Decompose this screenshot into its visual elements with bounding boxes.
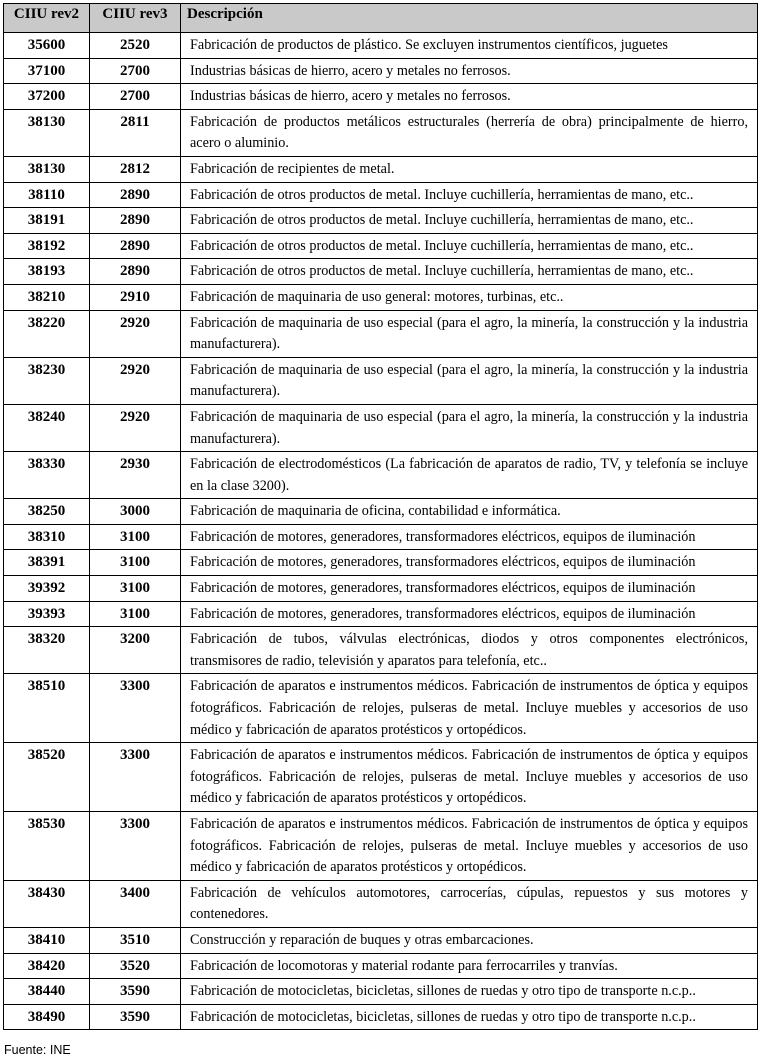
ciiu-rev3-cell: 2920: [90, 357, 181, 404]
description-cell: Fabricación de otros productos de metal. Incluye cuchillería, herramientas de mano, etc..: [181, 208, 758, 234]
table-row: [4, 58, 758, 84]
ciiu-correspondence-table: [3, 3, 758, 1030]
ciiu-rev3-cell: 3590: [90, 1004, 181, 1030]
ciiu-rev3-cell: 2890: [90, 182, 181, 208]
ciiu-rev3-cell: 2930: [90, 452, 181, 499]
ciiu-rev3-cell: 3300: [90, 812, 181, 881]
header-ciiu-rev3: CIIU rev3: [90, 4, 181, 33]
ciiu-rev3-cell: 3510: [90, 927, 181, 953]
ciiu-rev3-cell: 3000: [90, 499, 181, 525]
ciiu-rev3-cell: 3100: [90, 601, 181, 627]
ciiu-rev2-cell: 38490: [4, 1004, 90, 1030]
ciiu-rev2-cell: 38430: [4, 880, 90, 927]
table-row: [4, 233, 758, 259]
ciiu-rev2-cell: 38130: [4, 156, 90, 182]
ciiu-rev3-cell: 3300: [90, 743, 181, 812]
ciiu-rev2-cell: 38420: [4, 953, 90, 979]
table-row: [4, 499, 758, 525]
description-cell: Fabricación de productos de plástico. Se excluyen instrumentos científicos, juguetes: [181, 33, 758, 59]
ciiu-rev2-cell: 38410: [4, 927, 90, 953]
table-row: [4, 84, 758, 110]
table-row: [4, 109, 758, 156]
ciiu-rev3-cell: 3520: [90, 953, 181, 979]
ciiu-rev3-cell: 3100: [90, 550, 181, 576]
description-cell: Fabricación de otros productos de metal. Incluye cuchillería, herramientas de mano, etc..: [181, 233, 758, 259]
description-cell: Fabricación de aparatos e instrumentos médicos. Fabricación de instrumentos de óptica y equipos fotográficos. Fabricación de relojes, pulseras de metal. Incluye muebles y accesorios de uso médico y fabricación de aparatos protésticos y ortopédicos.: [181, 743, 758, 812]
ciiu-rev3-cell: 2910: [90, 284, 181, 310]
ciiu-rev2-cell: 38250: [4, 499, 90, 525]
ciiu-rev3-cell: 2890: [90, 233, 181, 259]
ciiu-rev2-cell: 38193: [4, 259, 90, 285]
description-cell: Fabricación de recipientes de metal.: [181, 156, 758, 182]
ciiu-rev2-cell: 35600: [4, 33, 90, 59]
table-header: [4, 4, 758, 33]
description-cell: Fabricación de locomotoras y material rodante para ferrocarriles y tranvías.: [181, 953, 758, 979]
source-note: Fuente: INE: [4, 1043, 71, 1057]
ciiu-rev2-cell: 38240: [4, 404, 90, 451]
description-cell: Fabricación de electrodomésticos (La fabricación de aparatos de radio, TV, y telefonía se incluye en la clase 3200).: [181, 452, 758, 499]
table-row: [4, 404, 758, 451]
description-cell: Fabricación de vehículos automotores, carrocerías, cúpulas, repuestos y sus motores y contenedores.: [181, 880, 758, 927]
description-cell: Fabricación de maquinaria de uso especial (para el agro, la minería, la construcción y la industria manufacturera).: [181, 404, 758, 451]
table-row: [4, 979, 758, 1005]
table-row: [4, 156, 758, 182]
ciiu-table-container: [3, 3, 757, 1030]
table-row: [4, 357, 758, 404]
ciiu-rev2-cell: 38230: [4, 357, 90, 404]
ciiu-rev3-cell: 3100: [90, 524, 181, 550]
ciiu-rev3-cell: 2890: [90, 208, 181, 234]
ciiu-rev3-cell: 2811: [90, 109, 181, 156]
ciiu-rev2-cell: 38220: [4, 310, 90, 357]
ciiu-rev3-cell: 3100: [90, 576, 181, 602]
table-row: [4, 880, 758, 927]
ciiu-rev3-cell: 2700: [90, 84, 181, 110]
ciiu-rev3-cell: 3300: [90, 674, 181, 743]
table-row: [4, 576, 758, 602]
ciiu-rev2-cell: 38110: [4, 182, 90, 208]
table-row: [4, 524, 758, 550]
description-cell: Fabricación de maquinaria de uso general: motores, turbinas, etc..: [181, 284, 758, 310]
table-row: [4, 284, 758, 310]
header-ciiu-rev2: CIIU rev2: [4, 4, 90, 33]
description-cell: Industrias básicas de hierro, acero y metales no ferrosos.: [181, 58, 758, 84]
ciiu-rev2-cell: 38130: [4, 109, 90, 156]
ciiu-rev3-cell: 2890: [90, 259, 181, 285]
table-row: [4, 674, 758, 743]
table-row: [4, 927, 758, 953]
description-cell: Fabricación de aparatos e instrumentos médicos. Fabricación de instrumentos de óptica y equipos fotográficos. Fabricación de relojes, pulseras de metal. Incluye muebles y accesorios de uso médico y fabricación de aparatos protésticos y ortopédicos.: [181, 812, 758, 881]
description-cell: Fabricación de motores, generadores, transformadores eléctricos, equipos de iluminación: [181, 550, 758, 576]
ciiu-rev2-cell: 37100: [4, 58, 90, 84]
table-row: [4, 812, 758, 881]
ciiu-rev2-cell: 38191: [4, 208, 90, 234]
ciiu-rev2-cell: 38330: [4, 452, 90, 499]
ciiu-rev3-cell: 2812: [90, 156, 181, 182]
table-row: [4, 310, 758, 357]
description-cell: Construcción y reparación de buques y otras embarcaciones.: [181, 927, 758, 953]
description-cell: Fabricación de motores, generadores, transformadores eléctricos, equipos de iluminación: [181, 576, 758, 602]
ciiu-rev2-cell: 38520: [4, 743, 90, 812]
description-cell: Fabricación de maquinaria de uso especial (para el agro, la minería, la construcción y la industria manufacturera).: [181, 357, 758, 404]
ciiu-rev2-cell: 38310: [4, 524, 90, 550]
description-cell: Fabricación de motocicletas, bicicletas, sillones de ruedas y otro tipo de transporte n.c.p..: [181, 1004, 758, 1030]
table-row: [4, 208, 758, 234]
ciiu-rev3-cell: 2920: [90, 404, 181, 451]
ciiu-rev2-cell: 39393: [4, 601, 90, 627]
ciiu-rev2-cell: 38320: [4, 627, 90, 674]
description-cell: Fabricación de maquinaria de uso especial (para el agro, la minería, la construcción y la industria manufacturera).: [181, 310, 758, 357]
ciiu-rev2-cell: 38440: [4, 979, 90, 1005]
description-cell: Fabricación de tubos, válvulas electrónicas, diodos y otros componentes electrónicos, transmisores de radio, televisión y aparatos para telefonía, etc..: [181, 627, 758, 674]
description-cell: Industrias básicas de hierro, acero y metales no ferrosos.: [181, 84, 758, 110]
description-cell: Fabricación de productos metálicos estructurales (herrería de obra) principalmente de hierro, acero o aluminio.: [181, 109, 758, 156]
table-row: [4, 259, 758, 285]
table-row: [4, 452, 758, 499]
table-body: [4, 33, 758, 1030]
ciiu-rev3-cell: 3590: [90, 979, 181, 1005]
table-row: [4, 601, 758, 627]
description-cell: Fabricación de motocicletas, bicicletas, sillones de ruedas y otro tipo de transporte n.c.p..: [181, 979, 758, 1005]
description-cell: Fabricación de motores, generadores, transformadores eléctricos, equipos de iluminación: [181, 601, 758, 627]
table-row: [4, 182, 758, 208]
ciiu-rev2-cell: 39392: [4, 576, 90, 602]
table-row: [4, 33, 758, 59]
ciiu-rev3-cell: 3400: [90, 880, 181, 927]
ciiu-rev3-cell: 2920: [90, 310, 181, 357]
description-cell: Fabricación de otros productos de metal. Incluye cuchillería, herramientas de mano, etc..: [181, 182, 758, 208]
description-cell: Fabricación de maquinaria de oficina, contabilidad e informática.: [181, 499, 758, 525]
ciiu-rev3-cell: 2520: [90, 33, 181, 59]
ciiu-rev2-cell: 38510: [4, 674, 90, 743]
table-row: [4, 743, 758, 812]
ciiu-rev2-cell: 38192: [4, 233, 90, 259]
ciiu-rev3-cell: 2700: [90, 58, 181, 84]
description-cell: Fabricación de otros productos de metal. Incluye cuchillería, herramientas de mano, etc..: [181, 259, 758, 285]
table-row: [4, 627, 758, 674]
ciiu-rev2-cell: 38530: [4, 812, 90, 881]
description-cell: Fabricación de aparatos e instrumentos médicos. Fabricación de instrumentos de óptica y equipos fotográficos. Fabricación de relojes, pulseras de metal. Incluye muebles y accesorios de uso médico y fabricación de aparatos protésticos y ortopédicos.: [181, 674, 758, 743]
ciiu-rev3-cell: 3200: [90, 627, 181, 674]
table-row: [4, 550, 758, 576]
ciiu-rev2-cell: 37200: [4, 84, 90, 110]
ciiu-rev2-cell: 38210: [4, 284, 90, 310]
header-descripcion: Descripción: [181, 4, 758, 33]
table-row: [4, 1004, 758, 1030]
ciiu-rev2-cell: 38391: [4, 550, 90, 576]
table-row: [4, 953, 758, 979]
header-row: [4, 4, 758, 33]
description-cell: Fabricación de motores, generadores, transformadores eléctricos, equipos de iluminación: [181, 524, 758, 550]
